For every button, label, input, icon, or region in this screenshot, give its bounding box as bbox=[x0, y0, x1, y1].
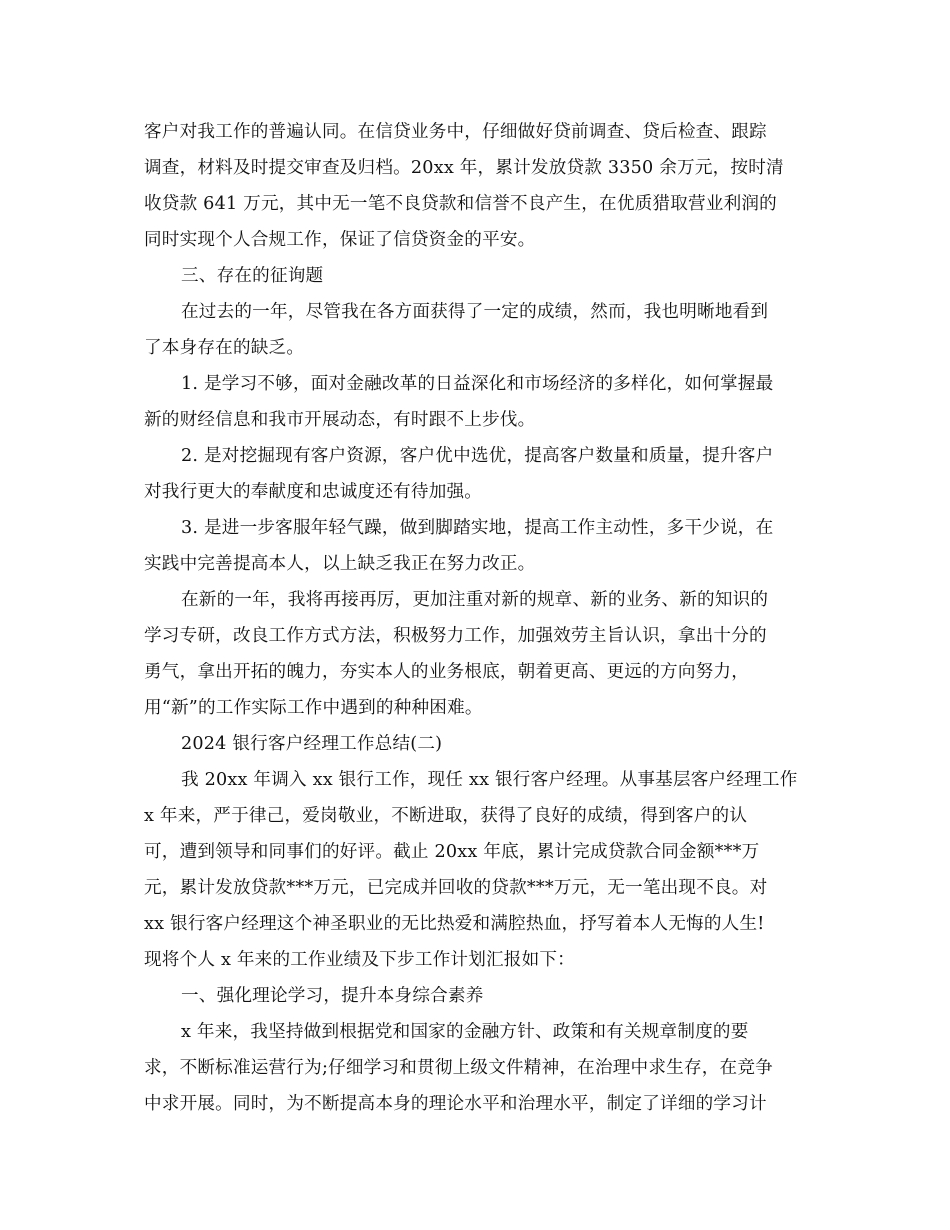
text-line: 调查，材料及时提交审查及归档。20xx 年，累计发放贷款 3350 余万元，按时清 bbox=[144, 158, 784, 178]
text-line: 客户对我工作的普遍认同。在信贷业务中，仔细做好贷前调查、贷后检查、跟踪 bbox=[144, 122, 767, 142]
text-line: 三、存在的征询题 bbox=[181, 266, 324, 286]
text-line: 用“新”的工作实际工作中遇到的种种困难。 bbox=[144, 698, 483, 718]
text-line: 同时实现个人合规工作，保证了信贷资金的平安。 bbox=[144, 230, 536, 250]
text-line: 求，不断标准运营行为;仔细学习和贯彻上级文件精神，在治理中求生存，在竞争 bbox=[144, 1058, 773, 1078]
document-body bbox=[144, 114, 810, 1122]
text-line: 2. 是对挖掘现有客户资源，客户优中选优，提高客户数量和质量，提升客户 bbox=[181, 446, 774, 466]
text-line: 收贷款 641 万元，其中无一笔不良贷款和信誉不良产生，在优质猎取营业利润的 bbox=[144, 194, 777, 214]
text-line: 实践中完善提高本人，以上缺乏我正在努力改正。 bbox=[144, 554, 536, 574]
text-line: x 年来，我坚持做到根据党和国家的金融方针、政策和有关规章制度的要 bbox=[181, 1022, 749, 1042]
text-line: 2024 银行客户经理工作总结(二) bbox=[181, 734, 443, 754]
text-line: x 年来，严于律己，爱岗敬业，不断进取，获得了良好的成绩，得到客户的认 bbox=[144, 806, 748, 826]
text-line: 3. 是进一步客服年轻气躁，做到脚踏实地，提高工作主动性，多干少说，在 bbox=[181, 518, 774, 538]
text-line: 学习专研，改良工作方式方法，积极努力工作，加强效劳主旨认识，拿出十分的 bbox=[144, 626, 767, 646]
text-line: xx 银行客户经理这个神圣职业的无比热爱和满腔热血，抒写着本人无悔的人生! bbox=[144, 914, 765, 934]
text-line: 中求开展。同时，为不断提高本身的理论水平和治理水平，制定了详细的学习计 bbox=[144, 1094, 767, 1114]
text-line: 一、强化理论学习，提升本身综合素养 bbox=[181, 986, 484, 1006]
text-line: 在新的一年，我将再接再厉，更加注重对新的规章、新的业务、新的知识的 bbox=[181, 590, 769, 610]
text-line: 元，累计发放贷款***万元，已完成并回收的贷款***万元，无一笔出现不良。对 bbox=[144, 878, 768, 898]
text-line: 1. 是学习不够，面对金融改革的日益深化和市场经济的多样化，如何掌握最 bbox=[181, 374, 774, 394]
text-line: 在过去的一年，尽管我在各方面获得了一定的成绩，然而，我也明晰地看到 bbox=[181, 302, 769, 322]
text-line: 了本身存在的缺乏。 bbox=[144, 338, 305, 358]
text-line: 现将个人 x 年来的工作业绩及下步工作计划汇报如下： bbox=[144, 950, 575, 970]
text-line: 对我行更大的奉献度和忠诚度还有待加强。 bbox=[144, 482, 483, 502]
text-line: 可，遭到领导和同事们的好评。截止 20xx 年底，累计完成贷款合同金额***万 bbox=[144, 842, 760, 862]
text-line: 勇气，拿出开拓的魄力，夯实本人的业务根底，朝着更高、更远的方向努力， bbox=[144, 662, 749, 682]
text-line: 我 20xx 年调入 xx 银行工作，现任 xx 银行客户经理。从事基层客户经理工作 bbox=[181, 770, 798, 790]
text-line: 新的财经信息和我市开展动态，有时跟不上步伐。 bbox=[144, 410, 536, 430]
